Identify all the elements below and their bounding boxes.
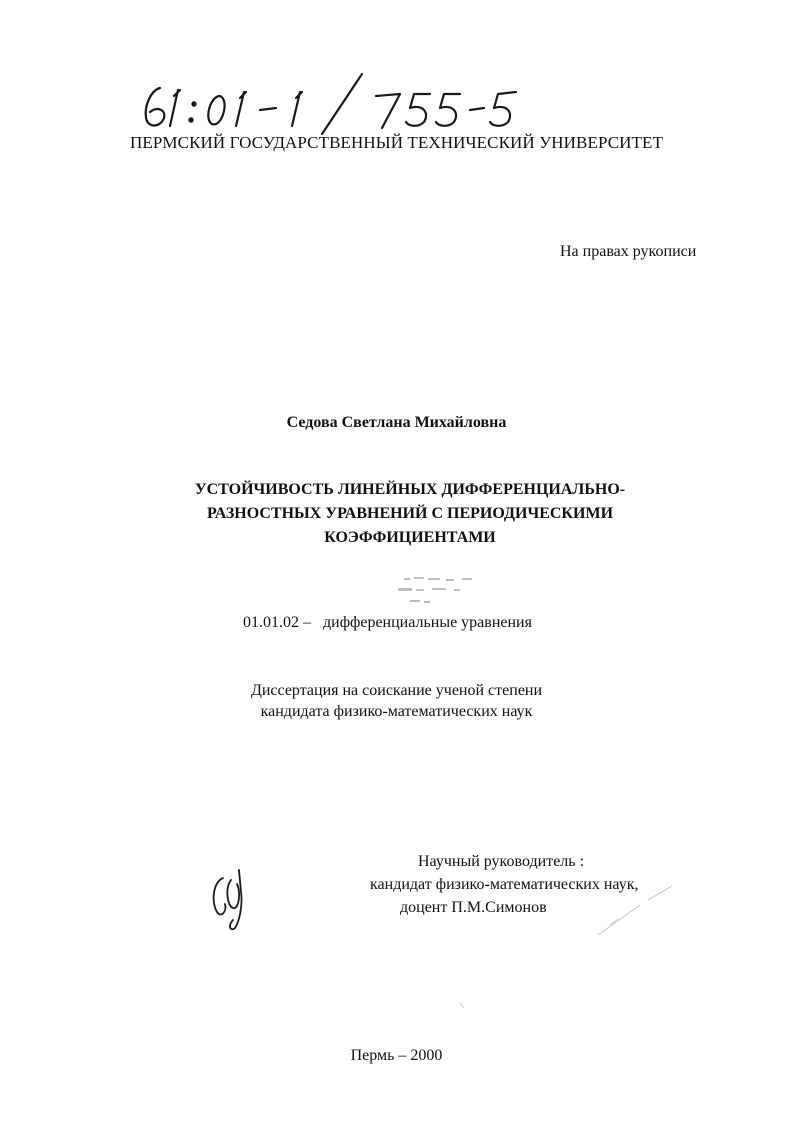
specialty-name: дифференциальные уравнения — [323, 614, 532, 631]
degree-line: кандидата физико-математических наук — [260, 703, 533, 720]
scientific-supervisor — [360, 850, 638, 919]
handwritten-signature — [205, 862, 255, 934]
supervisor-heading: Научный руководитель : — [418, 853, 585, 870]
title-line: РАЗНОСТНЫХ УРАВНЕНИЙ С ПЕРИОДИЧЕСКИМИ — [206, 505, 614, 522]
specialty-line — [243, 614, 532, 632]
dissertation-title — [150, 478, 670, 550]
author-name: Седова Светлана Михайловна — [286, 414, 507, 431]
title-line: КОЭФФИЦИЕНТАМИ — [324, 529, 496, 546]
university-name: ПЕРМСКИЙ ГОСУДАРСТВЕННЫЙ ТЕХНИЧЕСКИЙ УНИВЕРСИТЕТ — [130, 133, 663, 152]
manuscript-rights-note: На правах рукописи — [560, 243, 697, 260]
city-year: Пермь – 2000 — [350, 1047, 443, 1064]
degree-statement — [0, 680, 793, 722]
supervisor-degree: кандидат физико-математических наук, — [370, 876, 639, 893]
faint-stamp-mark — [392, 574, 502, 614]
supervisor-name: доцент П.М.Симонов — [400, 899, 547, 916]
degree-line: Диссертация на соискание ученой степени — [250, 682, 543, 699]
title-line: УСТОЙЧИВОСТЬ ЛИНЕЙНЫХ ДИФФЕРЕНЦИАЛЬНО- — [194, 481, 626, 498]
handwritten-archive-code — [130, 70, 550, 140]
specialty-code: 01.01.02 – — [243, 614, 311, 631]
